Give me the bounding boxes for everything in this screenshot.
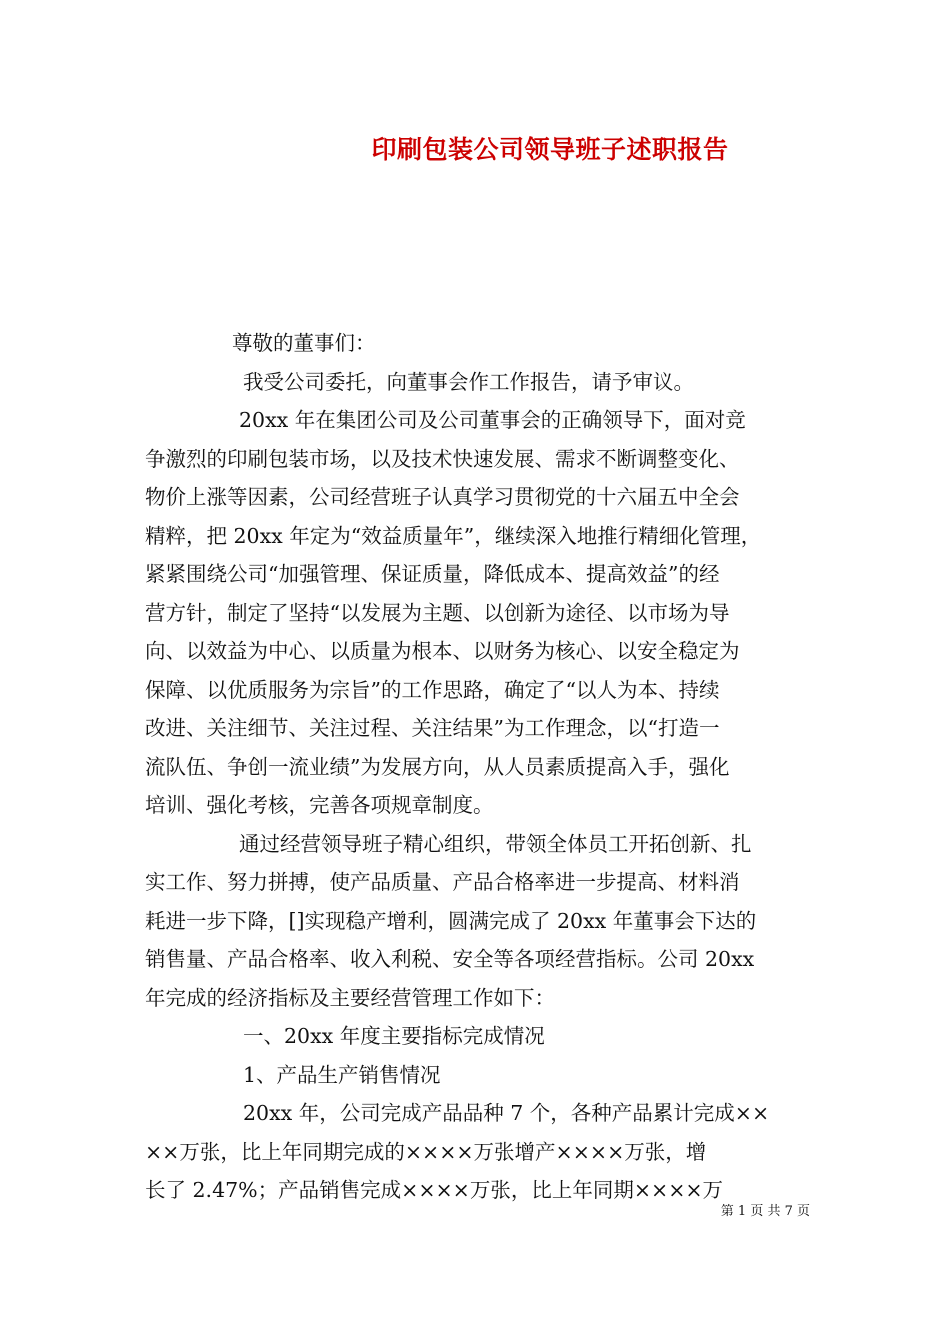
- paragraph-line: 保障、以优质服务为宗旨”的工作思路，确定了“以人为本、持续: [145, 677, 720, 702]
- paragraph-line: 紧紧围绕公司“加强管理、保证质量，降低成本、提高效益”的经: [145, 562, 720, 586]
- paragraph-line: 20xx 年在集团公司及公司董事会的正确领导下，面对竞: [239, 408, 746, 432]
- section-heading: 一、20xx 年度主要指标完成情况: [243, 1024, 545, 1048]
- paragraph-line: 耗进一步下降，[]实现稳产增利，圆满完成了 20xx 年董事会下达的: [145, 908, 757, 933]
- document-body: [145, 324, 810, 1210]
- paragraph-line: 营方针，制定了坚持“以发展为主题、以创新为途径、以市场为导: [145, 600, 730, 625]
- subsection-heading: 1、产品生产销售情况: [243, 1062, 441, 1087]
- paragraph-line: 通过经营领导班子精心组织，带领全体员工开拓创新、扎: [239, 831, 752, 856]
- paragraph-line: 精粹，把 20xx 年定为“效益质量年”，继续深入地推行精细化管理，: [145, 523, 762, 548]
- paragraph-line: 争激烈的印刷包装市场，以及技术快速发展、需求不断调整变化、: [145, 446, 740, 471]
- paragraph-line: 培训、强化考核，完善各项规章制度。: [145, 793, 494, 817]
- intro-line: 我受公司委托，向董事会作工作报告，请予审议。: [243, 369, 694, 394]
- paragraph-line: 销售量、产品合格率、收入利税、安全等各项经营指标。公司 20xx: [145, 947, 755, 971]
- paragraph-line: 改进、关注细节、关注过程、关注结果”为工作理念，以“打造一: [145, 716, 720, 740]
- paragraph-line: 长了 2.47%；产品销售完成××××万张，比上年同期××××万: [145, 1178, 724, 1202]
- paragraph-line: ××万张，比上年同期完成的××××万张增产××××万张，增: [145, 1139, 707, 1164]
- paragraph-line: 年完成的经济指标及主要经营管理工作如下：: [145, 985, 555, 1010]
- page-footer: 第 1 页 共 7 页: [720, 1204, 810, 1219]
- paragraph-line: 流队伍、争创一流业绩”为发展方向，从人员素质提高入手，强化: [145, 754, 730, 779]
- paragraph-line: 物价上涨等因素，公司经营班子认真学习贯彻党的十六届五中全会: [145, 485, 740, 509]
- salutation: 尊敬的董事们：: [232, 331, 376, 355]
- paragraph-line: 20xx 年，公司完成产品品种 7 个，各种产品累计完成××: [243, 1101, 770, 1125]
- paragraph-line: 向、以效益为中心、以质量为根本、以财务为核心、以安全稳定为: [145, 639, 740, 663]
- document-title: 印刷包装公司领导班子述职报告: [371, 135, 729, 164]
- paragraph-line: 实工作、努力拼搏，使产品质量、产品合格率进一步提高、材料消: [145, 870, 740, 894]
